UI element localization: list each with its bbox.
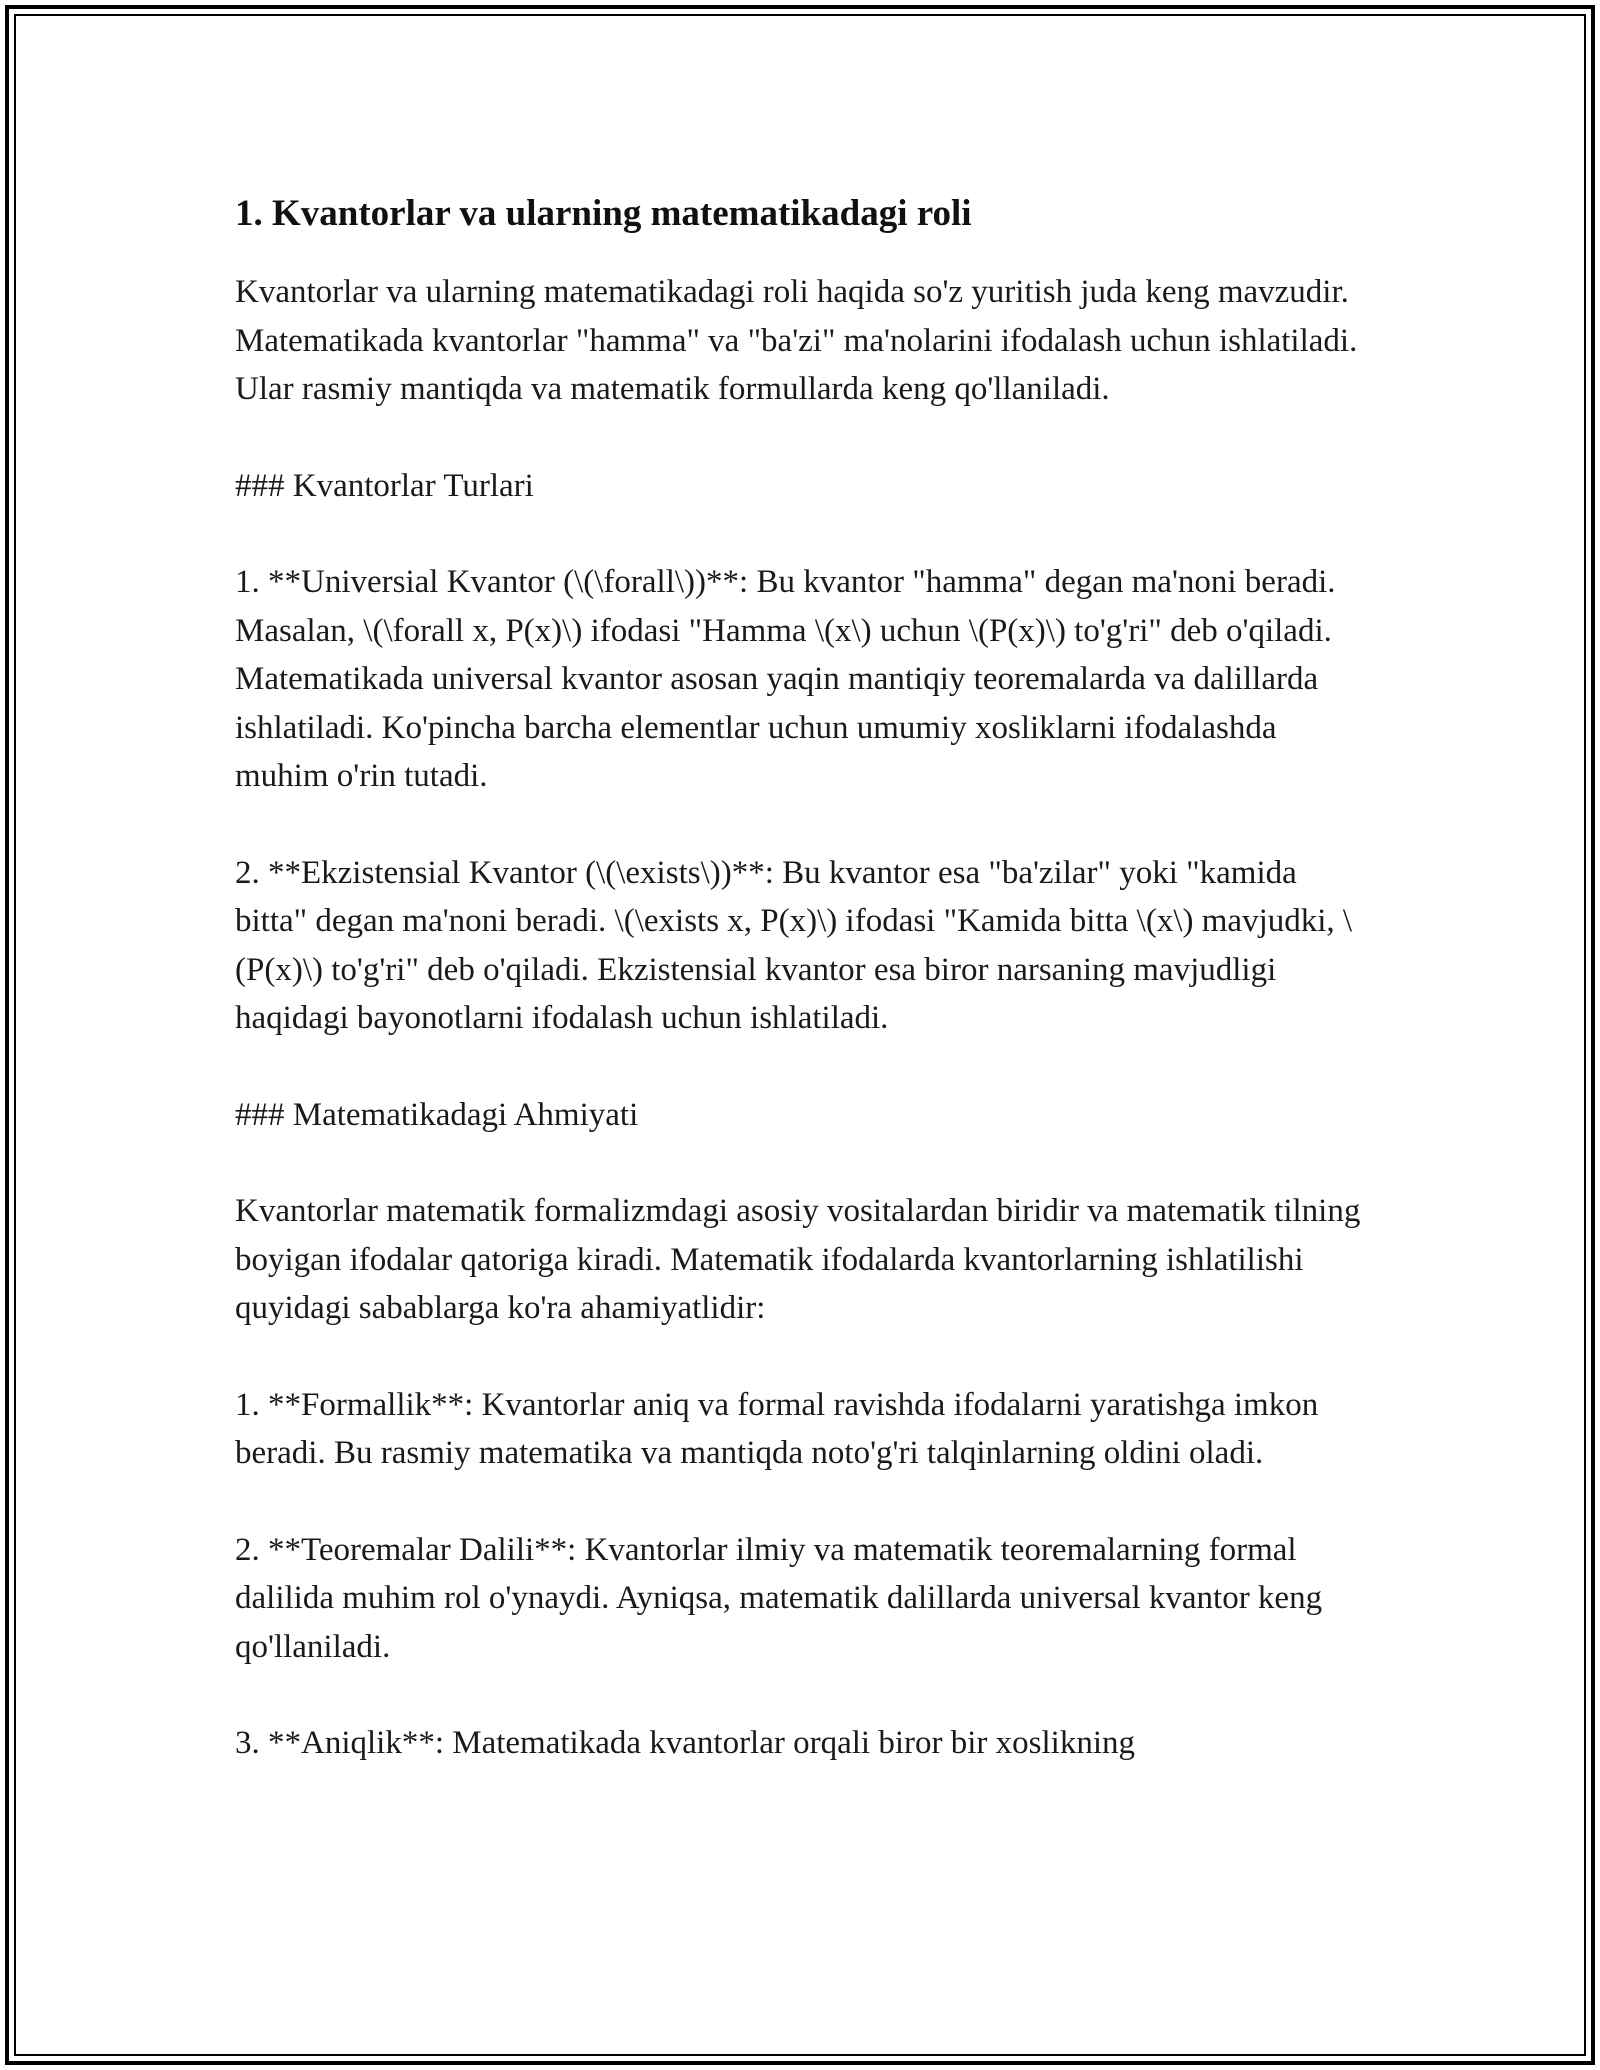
teoremalar-dalili-paragraph: 2. **Teoremalar Dalili**: Kvantorlar ilmiy va matematik teoremalarning formal dalilida muhim rol o'ynaydi. Ayniqsa, matematik dalillarda universal kvantor keng qo'llaniladi. xyxy=(235,1531,1323,1665)
section-heading-matematikadagi-ahmiyati: ### Matematikadagi Ahmiyati xyxy=(235,1096,639,1133)
document-body xyxy=(235,190,1375,1816)
section-heading-kvantorlar-turlari: ### Kvantorlar Turlari xyxy=(235,467,534,504)
formallik-paragraph: 1. **Formallik**: Kvantorlar aniq va formal ravishda ifodalarni yaratishga imkon beradi. Bu rasmiy matematika va mantiqda noto'g'ri talqinlarning oldini oladi. xyxy=(235,1386,1319,1471)
importance-intro-paragraph: Kvantorlar matematik formalizmdagi asosiy vositalardan biridir va matematik tilning boyigan ifodalar qatoriga kiradi. Matematik ifodalarda kvantorlarning ishlatilishi quyidagi sabablarga ko'ra ahamiyatlidir: xyxy=(235,1193,1361,1326)
document-title: 1. Kvantorlar va ularning matematikadagi roli xyxy=(235,193,972,234)
universal-quantifier-paragraph: 1. **Universial Kvantor (\(\forall\))**: Bu kvantor "hamma" degan ma'noni beradi. Masalan, \(\forall x, P(x)\) ifodasi "Hamma \(x\) uchun \(P(x)\) to'g'ri" deb o'qiladi. Matematikada universal kvantor asosan yaqin mantiqiy teoremalarda va dalillarda ishlatiladi. Ko'pincha barcha elementlar uchun umumiy xosliklarni ifodalashda muhim o'rin tutadi. xyxy=(235,564,1336,794)
existential-quantifier-paragraph: 2. **Ekzistensial Kvantor (\(\exists\))**: Bu kvantor esa "ba'zilar" yoki "kamida bitta" degan ma'noni beradi. \(\exists x, P(x)\) ifodasi "Kamida bitta \(x\) mavjudki, \(P(x)\) to'g'ri" deb o'qiladi. Ekzistensial kvantor esa biror narsaning mavjudligi haqidagi bayonotlarni ifodalash uchun ishlatiladi. xyxy=(235,854,1353,1036)
aniqlik-paragraph: 3. **Aniqlik**: Matematikada kvantorlar orqali biror bir xoslikning xyxy=(235,1725,1135,1761)
intro-paragraph: Kvantorlar va ularning matematikadagi roli haqida so'z yuritish juda keng mavzudir. Matematikada kvantorlar "hamma" va "ba'zi" ma'nolarini ifodalash uchun ishlatiladi. Ular rasmiy mantiqda va matematik formullarda keng qo'llaniladi. xyxy=(235,274,1358,407)
